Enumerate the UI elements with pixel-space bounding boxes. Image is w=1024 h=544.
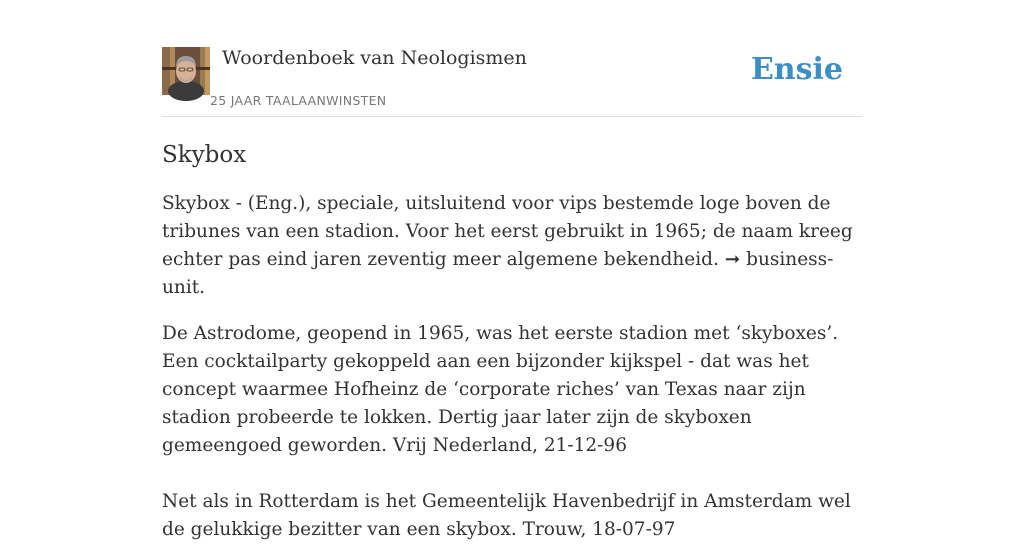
site-header bbox=[162, 46, 862, 117]
entry-definition: Skybox - (Eng.), speciale, uitsluitend voor vips bestemde loge boven de tribunes van een stadion. Voor het eerst gebruikt in 1965; de naam kreeg echter pas eind jaren zeventig meer algemene bekendheid. ➞ business-unit. bbox=[162, 193, 853, 298]
brand-logo[interactable]: Ensie bbox=[750, 52, 843, 87]
entry-title: Skybox bbox=[162, 142, 247, 168]
site-subtitle: 25 JAAR TAALAANWINSTEN bbox=[210, 93, 387, 108]
entry-quote: Net als in Rotterdam is het Gemeentelijk Havenbedrijf in Amsterdam wel de gelukkige bezitter van een skybox. Trouw, 18-07-97 bbox=[162, 491, 851, 540]
avatar-portrait-icon bbox=[162, 47, 210, 95]
entry-quote: De Astrodome, geopend in 1965, was het eerste stadion met ‘skyboxes’. Een cocktailparty gekoppeld aan een bijzonder kijkspel - dat was het concept waarmee Hofheinz de ‘corporate riches’ van Texas naar zijn stadion probeerde te lokken. Dertig jaar later zijn de skyboxen gemeengoed geworden. Vrij Nederland, 21-12-96 bbox=[162, 323, 839, 456]
site-title[interactable]: Woordenboek van Neologismen bbox=[222, 47, 527, 69]
entry-content bbox=[162, 138, 866, 544]
author-avatar[interactable] bbox=[162, 47, 210, 95]
